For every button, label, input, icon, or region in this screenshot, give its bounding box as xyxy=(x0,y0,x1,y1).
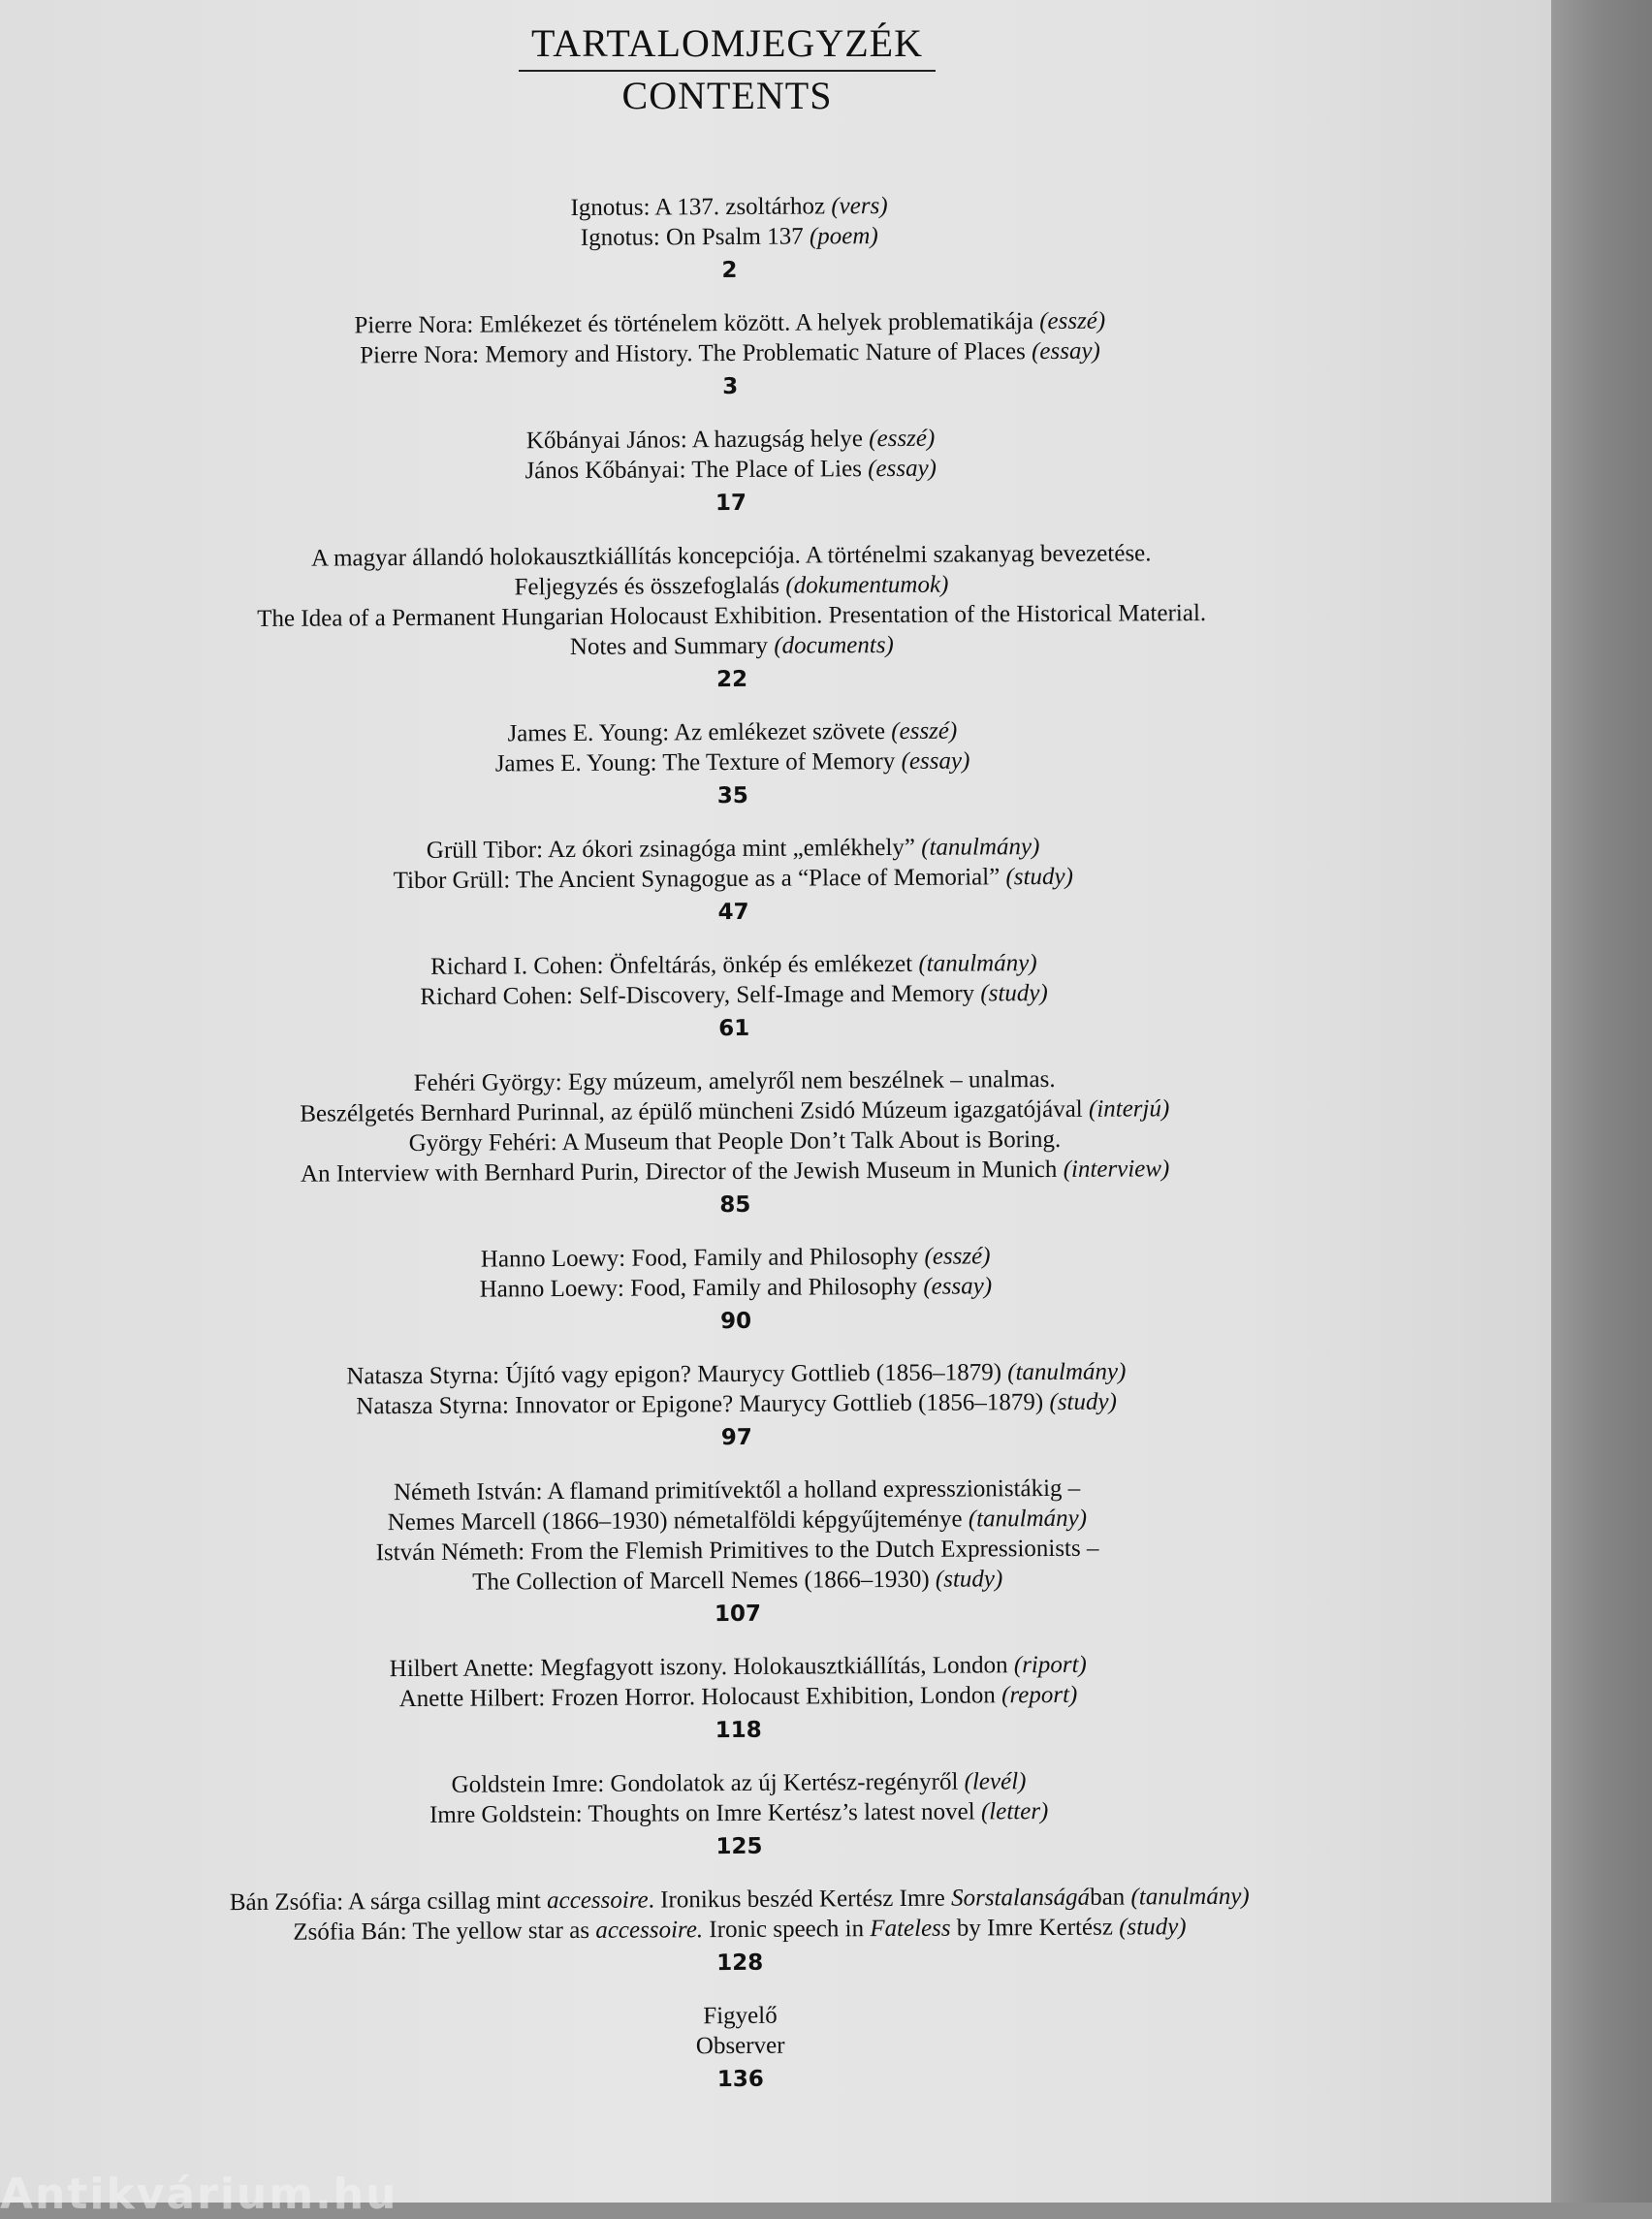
page-number: 90 xyxy=(720,1308,752,1335)
genre-label: (dokumentumok) xyxy=(785,571,949,599)
title-text: Grüll Tibor: Az ókori zsinagóga mint „emlékhely” xyxy=(426,834,916,864)
page-number: 3 xyxy=(722,373,739,400)
title-text: Goldstein Imre: Gondolatok az új Kertész-regényről xyxy=(451,1768,959,1798)
genre-label: (essay) xyxy=(868,455,937,483)
genre-label: (tanulmány) xyxy=(918,950,1037,977)
toc-entry xyxy=(149,830,1318,931)
title-text: Pierre Nora: Memory and History. The Problematic Nature of Places xyxy=(360,338,1026,369)
title-text: Observer xyxy=(695,2032,785,2060)
entry-title xyxy=(155,1794,1322,1831)
page-number: 125 xyxy=(715,1833,763,1860)
title-text: The Collection of Marcell Nemes (1866–1930) xyxy=(472,1566,930,1596)
toc-entry xyxy=(151,1062,1319,1223)
title-text: Notes and Summary xyxy=(569,632,769,661)
title-segment: ban xyxy=(1090,1884,1126,1911)
title-text: James E. Young: The Texture of Memory xyxy=(494,747,896,777)
page-number: 107 xyxy=(714,1601,762,1628)
title-text: István Németh: From the Flemish Primitives to the Dutch Expressionists – xyxy=(375,1535,1099,1567)
genre-label: (essay) xyxy=(1031,337,1100,365)
genre-label: (esszé) xyxy=(891,717,958,745)
table-of-contents xyxy=(145,188,1324,2120)
page-number: 97 xyxy=(720,1424,752,1451)
entry-title xyxy=(154,1562,1321,1599)
genre-label: (vers) xyxy=(831,193,888,220)
entry-title xyxy=(152,1269,1319,1306)
watermark: Antikvárium.hu xyxy=(0,2170,398,2219)
title-text: Hanno Loewy: Food, Family and Philosophy xyxy=(480,1243,919,1273)
page-number: 85 xyxy=(719,1191,751,1219)
page-number: 2 xyxy=(721,257,738,284)
title-text: Hilbert Anette: Megfagyott iszony. Holokausztkiállítás, London xyxy=(389,1652,1008,1683)
title-text: János Kőbányai: The Place of Lies xyxy=(524,456,862,485)
entry-title xyxy=(153,1385,1320,1422)
genre-label: (tanulmány) xyxy=(968,1505,1088,1533)
title-italic-segment: accessoire. xyxy=(595,1917,704,1944)
entry-title xyxy=(154,1678,1321,1715)
title-text: Richard I. Cohen: Önfeltárás, önkép és emlékezet xyxy=(430,950,913,980)
title-segment: Zsófia Bán: The yellow star as xyxy=(293,1917,596,1946)
genre-label: (study) xyxy=(1119,1914,1187,1941)
toc-entry xyxy=(156,1997,1324,2098)
toc-entry xyxy=(150,946,1318,1047)
title-italic-segment: Fateless xyxy=(870,1915,951,1943)
genre-label: (study) xyxy=(1049,1388,1117,1416)
title-text: Hanno Loewy: Food, Family and Philosophy xyxy=(479,1273,918,1303)
entry-title xyxy=(146,334,1314,371)
genre-label: (report) xyxy=(1001,1681,1078,1709)
toc-entry xyxy=(146,421,1315,522)
page-number: 47 xyxy=(717,899,749,926)
title-segment: Bán Zsófia: A sárga csillag mint xyxy=(229,1887,548,1917)
toc-entry xyxy=(155,1764,1323,1865)
title-text: Natasza Styrna: Újító vagy epigon? Maurycy Gottlieb (1856–1879) xyxy=(346,1359,1002,1390)
toc-entry xyxy=(152,1355,1320,1456)
entry-title xyxy=(147,451,1315,488)
page-number: 35 xyxy=(716,782,748,809)
entry-title xyxy=(149,744,1317,780)
page-edge-background xyxy=(1551,0,1652,2203)
title-text: Kőbányai János: A hazugság helye xyxy=(525,426,864,455)
toc-entry xyxy=(145,188,1314,289)
genre-label: (documents) xyxy=(774,631,894,659)
genre-label: (tanulmány) xyxy=(1007,1358,1127,1386)
title-text: György Fehéri: A Museum that People Don’t Talk About is Boring. xyxy=(408,1125,1062,1157)
genre-label: (letter) xyxy=(980,1798,1049,1825)
genre-label: (tanulmány) xyxy=(1130,1883,1250,1911)
genre-label: (interjú) xyxy=(1088,1095,1170,1123)
toc-entry xyxy=(153,1472,1321,1633)
title-text: Fehéri György: Egy múzeum, amelyről nem beszélnek – unalmas. xyxy=(413,1065,1056,1097)
page-number: 22 xyxy=(715,666,748,693)
entry-title xyxy=(156,1911,1323,1948)
title-text: Ignotus: A 137. zsoltárhoz xyxy=(570,193,826,221)
title-italic-segment: accessoire xyxy=(546,1886,649,1915)
genre-label: (essay) xyxy=(923,1273,993,1300)
genre-label: (esszé) xyxy=(924,1243,991,1270)
toc-entry xyxy=(156,1881,1324,1981)
title-text: Tibor Grüll: The Ancient Synagogue as a “Place of Memorial” xyxy=(393,864,1001,895)
title-text: A magyar állandó holokausztkiállítás koncepciója. A történelmi szakanyag bevezetése. xyxy=(311,540,1152,572)
genre-label: (study) xyxy=(1005,863,1074,891)
page-number: 136 xyxy=(716,2066,764,2093)
page-number: 61 xyxy=(718,1015,750,1042)
title-text: Beszélgetés Bernhard Purinnal, az épülő müncheni Zsidó Múzeum igazgatójával xyxy=(300,1095,1083,1127)
title-text: Ignotus: On Psalm 137 xyxy=(580,223,804,251)
title-text: The Idea of a Permanent Hungarian Holocaust Exhibition. Presentation of the Historical Material. xyxy=(257,600,1207,632)
toc-entry xyxy=(146,304,1315,405)
title-text: James E. Young: Az emlékezet szövete xyxy=(507,718,886,747)
genre-label: (interview) xyxy=(1063,1156,1170,1183)
title-italic-segment: Sorstalanságá xyxy=(950,1884,1091,1912)
entry-title xyxy=(151,1153,1318,1189)
title-text: Imre Goldstein: Thoughts on Imre Kertész’s latest novel xyxy=(429,1798,975,1828)
title-segment: by Imre Kertész xyxy=(950,1914,1113,1942)
toc-entry xyxy=(148,713,1317,814)
toc-entry xyxy=(152,1239,1320,1340)
title-text: Anette Hilbert: Frozen Horror. Holocaust Exhibition, London xyxy=(398,1682,996,1713)
page-number: 128 xyxy=(716,1950,764,1977)
title-segment: Ironic speech in xyxy=(703,1916,871,1944)
title-text: Nemes Marcell (1866–1930) németalföldi képgyűjteménye xyxy=(387,1506,963,1537)
genre-label: (riport) xyxy=(1013,1651,1087,1679)
toc-entry xyxy=(154,1648,1322,1749)
title-text: Pierre Nora: Emlékezet és történelem között. A helyek problematikája xyxy=(354,308,1033,339)
entry-title xyxy=(149,860,1317,897)
genre-label: (study) xyxy=(980,980,1048,1007)
genre-label: (essay) xyxy=(901,747,970,775)
genre-label: (study) xyxy=(935,1566,1003,1593)
genre-label: (esszé) xyxy=(1039,307,1106,335)
entry-title xyxy=(150,976,1318,1013)
contents-heading xyxy=(519,19,936,120)
title-segment: . Ironikus beszéd Kertész Imre xyxy=(648,1885,952,1914)
heading-english: CONTENTS xyxy=(621,74,833,117)
title-text: Németh István: A flamand primitívektől a holland expresszionistákig – xyxy=(393,1474,1081,1506)
title-text: An Interview with Bernhard Purin, Director of the Jewish Museum in Munich xyxy=(300,1156,1058,1188)
genre-label: (levél) xyxy=(964,1768,1027,1795)
entry-title xyxy=(145,218,1313,255)
genre-label: (tanulmány) xyxy=(921,834,1040,861)
genre-label: (poem) xyxy=(809,223,878,250)
title-text: Richard Cohen: Self-Discovery, Self-Image and Memory xyxy=(420,980,975,1010)
page-number: 118 xyxy=(715,1717,762,1744)
page-number: 17 xyxy=(715,490,747,517)
genre-label: (esszé) xyxy=(869,425,936,453)
toc-entry xyxy=(147,537,1316,698)
entry-title xyxy=(157,2027,1324,2064)
title-text: Natasza Styrna: Innovator or Epigone? Maurycy Gottlieb (1856–1879) xyxy=(356,1389,1044,1420)
title-text: Feljegyzés és összefoglalás xyxy=(514,572,780,601)
title-text: Figyelő xyxy=(703,2002,778,2030)
heading-hungarian: TARTALOMJEGYZÉK xyxy=(519,19,936,72)
